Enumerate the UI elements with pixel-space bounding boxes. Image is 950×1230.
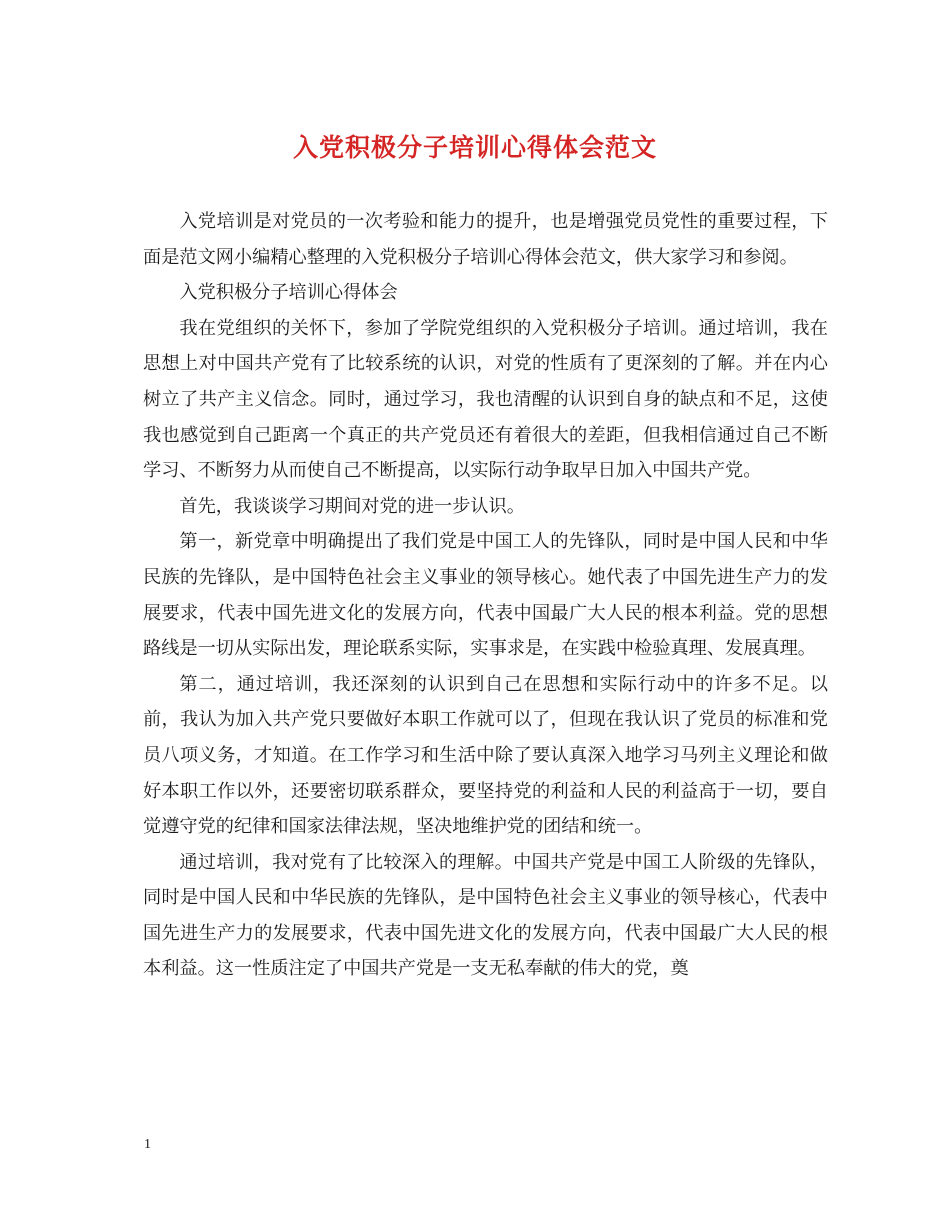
paragraph-intro: 入党培训是对党员的一次考验和能力的提升，也是增强党员党性的重要过程，下面是范文网小编精心整理的入党积极分子培训心得体会范文，供大家学习和参阅。 [143, 211, 828, 268]
document-body [143, 204, 828, 987]
paragraph-1: 我在党组织的关怀下，参加了学院党组织的入党积极分子培训。通过培训，我在思想上对中国共产党有了比较系统的认识，对党的性质有了更深刻的了解。并在内心树立了共产主义信念。同时，通过学习，我也清醒的认识到自身的缺点和不足，这使我也感觉到自己距离一个真正的共产党员还有着很大的差距，但我相信通过自己不断学习、不断努力从而使自己不断提高，以实际行动争取早日加入中国共产党。 [143, 317, 828, 482]
paragraph-2: 首先，我谈谈学习期间对党的进一步认识。 [179, 495, 525, 517]
paragraph-3: 第一，新党章中明确提出了我们党是中国工人的先锋队，同时是中国人民和中华民族的先锋队，是中国特色社会主义事业的领导核心。她代表了中国先进生产力的发展要求，代表中国先进文化的发展方向，代表中国最广大人民的根本利益。党的思想路线是一切从实际出发，理论联系实际，实事求是，在实践中检验真理、发展真理。 [143, 531, 828, 660]
page-number: 1 [144, 1137, 151, 1152]
paragraph-5: 通过培训，我对党有了比较深入的理解。中国共产党是中国工人阶级的先锋队，同时是中国人民和中华民族的先锋队，是中国特色社会主义事业的领导核心，代表中国先进生产力的发展要求，代表中国先进文化的发展方向，代表中国最广大人民的根本利益。这一性质注定了中国共产党是一支无私奉献的伟大的党，奠 [143, 851, 828, 980]
paragraph-subheading: 入党积极分子培训心得体会 [179, 282, 398, 304]
paragraph-4: 第二，通过培训，我还深刻的认识到自己在思想和实际行动中的许多不足。以前，我认为加入共产党只要做好本职工作就可以了，但现在我认识了党员的标准和党员八项义务，才知道。在工作学习和生活中除了要认真深入地学习马列主义理论和做好本职工作以外，还要密切联系群众，要坚持党的利益和人民的利益高于一切，要自觉遵守党的纪律和国家法律法规，坚决地维护党的团结和统一。 [143, 673, 828, 838]
document-title: 入党积极分子培训心得体会范文 [292, 133, 657, 162]
